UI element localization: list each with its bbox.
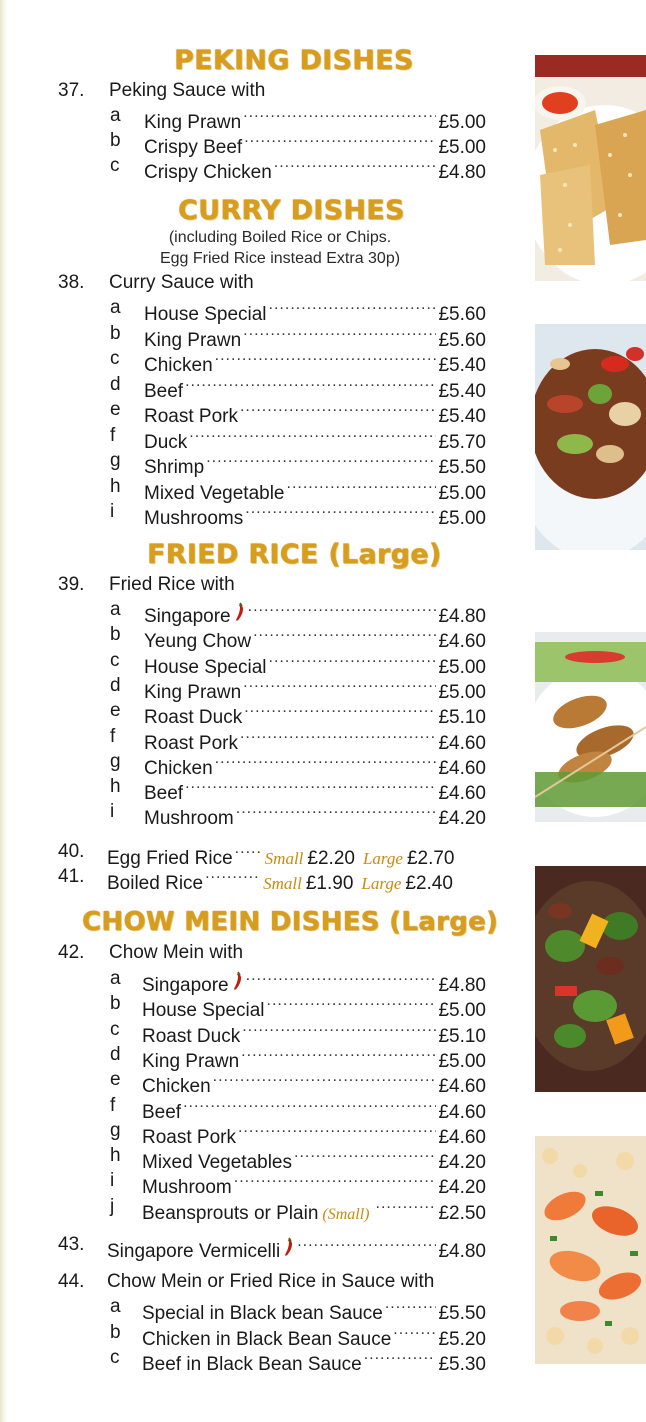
curry-note-line-2: Egg Fried Rice instead Extra 30p) [159, 250, 401, 267]
item-price: £4.20 [438, 1177, 486, 1199]
item-number: 42. [58, 942, 85, 963]
list-item [0, 1017, 540, 1047]
item-name: Crispy Beef [144, 137, 243, 158]
item-name: Beansprouts or Plain [142, 1202, 319, 1224]
list-item [0, 622, 540, 653]
list-item [0, 1143, 540, 1174]
list-item [0, 774, 540, 805]
item-price: £5.00 [438, 137, 486, 158]
item-name: Duck [144, 431, 188, 453]
item-price: £4.80 [438, 162, 486, 183]
cashew-stir-fry-photo [535, 324, 646, 550]
item-intro: Fried Rice with [109, 574, 235, 595]
item-price: £4.20 [438, 1152, 486, 1174]
item-letter: j [110, 1195, 115, 1217]
item-price: £4.80 [438, 1241, 486, 1262]
item-letter: h [110, 475, 121, 497]
item-number: 39. [58, 574, 85, 595]
list-item [0, 321, 540, 351]
item-letter: e [110, 399, 121, 420]
item-name: Chicken [142, 1076, 211, 1098]
item-name: Beef [142, 1101, 182, 1123]
item-letter: h [110, 776, 121, 798]
menu-entry-42 [0, 940, 540, 965]
item-name: Beef [144, 380, 184, 402]
item-name: Chicken [144, 355, 213, 376]
item-price: £5.00 [438, 112, 486, 133]
item-price: £5.40 [438, 355, 486, 376]
item-name: King Prawn [144, 112, 242, 133]
item-intro: Chow Mein or Fried Rice in Sauce with [107, 1271, 435, 1292]
item-name: Roast Duck [144, 707, 243, 729]
large-price: £2.70 [406, 848, 455, 869]
item-name: Mushroom [144, 808, 234, 830]
item-letter: c [110, 348, 120, 369]
item-price: £5.40 [438, 380, 486, 402]
item-price: £4.60 [438, 1126, 486, 1148]
beef-vegetable-stir-fry-photo [535, 866, 646, 1092]
list-item [0, 749, 540, 779]
section-title-chow-mein: CHOW MEIN DISHES (Large) [82, 907, 499, 937]
item-letter: i [110, 501, 115, 522]
list-item [0, 1042, 540, 1072]
section-title-curry: CURRY DISHES [178, 195, 405, 226]
item-name: King Prawn [144, 329, 242, 351]
list-item [0, 673, 540, 703]
list-item [0, 103, 540, 133]
menu-entry-43 [0, 1232, 540, 1262]
item-letter: a [110, 105, 121, 126]
list-item [0, 1118, 540, 1148]
menu-entry-38 [0, 270, 540, 295]
small-price: £1.90 [305, 873, 354, 894]
item-letter: b [110, 993, 121, 1015]
item-name: Beef in Black Bean Sauce [142, 1354, 362, 1375]
list-item [0, 346, 540, 376]
item-intro: Curry Sauce with [109, 272, 254, 293]
item-price: £5.00 [438, 681, 486, 703]
chili-icon [283, 1237, 295, 1257]
item-name: Roast Pork [144, 732, 238, 754]
small-price: £2.20 [307, 848, 355, 869]
item-price: £5.60 [438, 329, 486, 351]
list-item [0, 1345, 540, 1375]
list-item [0, 724, 540, 754]
list-item [0, 153, 540, 183]
list-item [0, 128, 540, 158]
item-letter: i [110, 1170, 115, 1192]
item-name: Mushroom [142, 1177, 232, 1199]
item-price: £4.60 [438, 732, 486, 754]
item-name: House Special [144, 656, 267, 678]
item-intro: Chow Mein with [109, 942, 244, 963]
item-name: Mushrooms [144, 508, 244, 529]
item-price: £5.10 [438, 707, 486, 729]
size-label-small: Small [264, 849, 304, 868]
item-letter: b [110, 322, 121, 344]
item-letter: e [110, 700, 121, 722]
list-item [0, 474, 540, 504]
item-price: £5.70 [438, 431, 486, 453]
list-item [0, 1320, 540, 1350]
item-letter: g [110, 750, 121, 772]
size-label-small: Small [263, 874, 302, 893]
list-item [0, 372, 540, 402]
item-price: £5.40 [438, 406, 486, 427]
item-price: £4.20 [438, 808, 486, 830]
list-item [0, 423, 540, 453]
item-name: House Special [142, 1000, 265, 1022]
item-number: 41. [58, 866, 85, 887]
item-letter: d [110, 1043, 121, 1065]
item-letter: g [110, 1119, 121, 1141]
item-note: (Small) [322, 1205, 370, 1223]
item-name: Shrimp [144, 457, 205, 478]
item-number: 40. [58, 841, 85, 862]
item-name: Yeung Chow [144, 631, 252, 653]
menu-entry-37 [0, 78, 540, 103]
item-price: £4.60 [438, 631, 486, 653]
item-name: Crispy Chicken [144, 162, 272, 183]
item-letter: a [110, 1296, 121, 1317]
list-item [0, 1067, 540, 1098]
item-name: Egg Fried Rice [107, 848, 233, 869]
item-price: £4.60 [438, 757, 486, 779]
menu-entry-44 [0, 1269, 540, 1294]
item-price: £5.00 [438, 1050, 486, 1072]
item-name: King Prawn [144, 681, 242, 703]
large-price: £2.40 [405, 873, 453, 894]
item-name: Roast Pork [142, 1126, 236, 1148]
item-price: £4.80 [438, 606, 486, 627]
item-letter: h [110, 1145, 121, 1167]
item-number: 37. [58, 80, 85, 101]
item-price: £4.60 [438, 783, 486, 805]
item-price: £5.00 [438, 508, 486, 529]
list-item [0, 597, 540, 627]
size-label-large: Large [361, 874, 402, 893]
item-name: Special in Black bean Sauce [142, 1303, 383, 1324]
item-letter: g [110, 450, 121, 471]
item-price: £5.60 [438, 304, 486, 325]
item-letter: i [110, 801, 115, 823]
item-name: Mixed Vegetables [142, 1152, 292, 1174]
item-price: £5.00 [438, 482, 486, 504]
chili-icon [232, 971, 244, 991]
item-name: King Prawn [142, 1050, 240, 1072]
item-name: Mixed Vegetable [144, 482, 285, 504]
item-letter: a [110, 968, 121, 989]
item-name: Boiled Rice [107, 873, 204, 894]
section-title-fried-rice: FRIED RICE (Large) [147, 539, 442, 570]
item-letter: c [110, 1347, 120, 1368]
item-price: £5.20 [438, 1328, 486, 1350]
item-letter: b [110, 624, 121, 646]
list-item [0, 1294, 540, 1324]
list-item [0, 799, 540, 830]
item-price: £5.50 [438, 457, 486, 478]
item-name: Beef [144, 783, 184, 805]
list-item [0, 1093, 540, 1123]
item-letter: c [110, 649, 120, 671]
item-letter: b [110, 1321, 121, 1343]
item-price: £4.60 [438, 1101, 486, 1123]
list-item [0, 698, 540, 729]
item-price: £5.00 [438, 656, 486, 678]
item-name: House Special [144, 304, 267, 325]
item-letter: f [110, 424, 116, 446]
item-price: £5.30 [438, 1354, 486, 1375]
satay-skewers-photo [535, 632, 646, 822]
menu-entry-39 [0, 572, 540, 597]
item-price: £4.60 [438, 1076, 486, 1098]
item-number: 43. [58, 1234, 85, 1255]
item-number: 38. [58, 272, 85, 293]
item-name: Roast Pork [144, 406, 238, 427]
menu-entry-40 [0, 839, 540, 869]
list-item [0, 1168, 540, 1199]
item-letter: d [110, 373, 121, 395]
list-item [0, 448, 540, 478]
list-item [0, 991, 540, 1022]
item-name: Singapore [144, 606, 231, 627]
item-name: Chicken [144, 757, 213, 779]
item-letter: e [110, 1069, 121, 1091]
list-item [0, 499, 540, 529]
item-letter: f [110, 725, 116, 747]
item-letter: c [110, 155, 120, 176]
menu-entry-41 [0, 864, 540, 894]
size-label-large: Large [362, 849, 403, 868]
item-letter: f [110, 1094, 116, 1116]
item-price: £2.50 [438, 1202, 486, 1224]
item-letter: b [110, 130, 121, 151]
list-item [0, 966, 540, 996]
item-letter: c [110, 1018, 120, 1040]
prawn-fried-rice-photo [535, 1136, 646, 1364]
item-price: £5.10 [438, 1025, 486, 1047]
item-name: Singapore Vermicelli [107, 1241, 281, 1262]
item-letter: a [110, 297, 121, 318]
item-intro: Peking Sauce with [109, 80, 266, 101]
list-item [0, 1194, 540, 1224]
curry-note-line-1: (including Boiled Rice or Chips. [168, 229, 392, 246]
item-number: 44. [58, 1271, 85, 1292]
item-name: Singapore [142, 975, 229, 996]
item-name: Roast Duck [142, 1025, 241, 1047]
item-letter: a [110, 599, 121, 620]
section-title-peking: PEKING DISHES [174, 45, 414, 76]
item-letter: d [110, 674, 121, 696]
list-item [0, 648, 540, 678]
item-price: £4.80 [438, 975, 486, 996]
list-item [0, 397, 540, 427]
sesame-toast-photo [535, 55, 646, 281]
item-price: £5.50 [438, 1303, 486, 1324]
list-item [0, 295, 540, 325]
item-name: Chicken in Black Bean Sauce [142, 1328, 392, 1350]
chili-icon [234, 602, 246, 622]
item-price: £5.00 [438, 1000, 486, 1022]
